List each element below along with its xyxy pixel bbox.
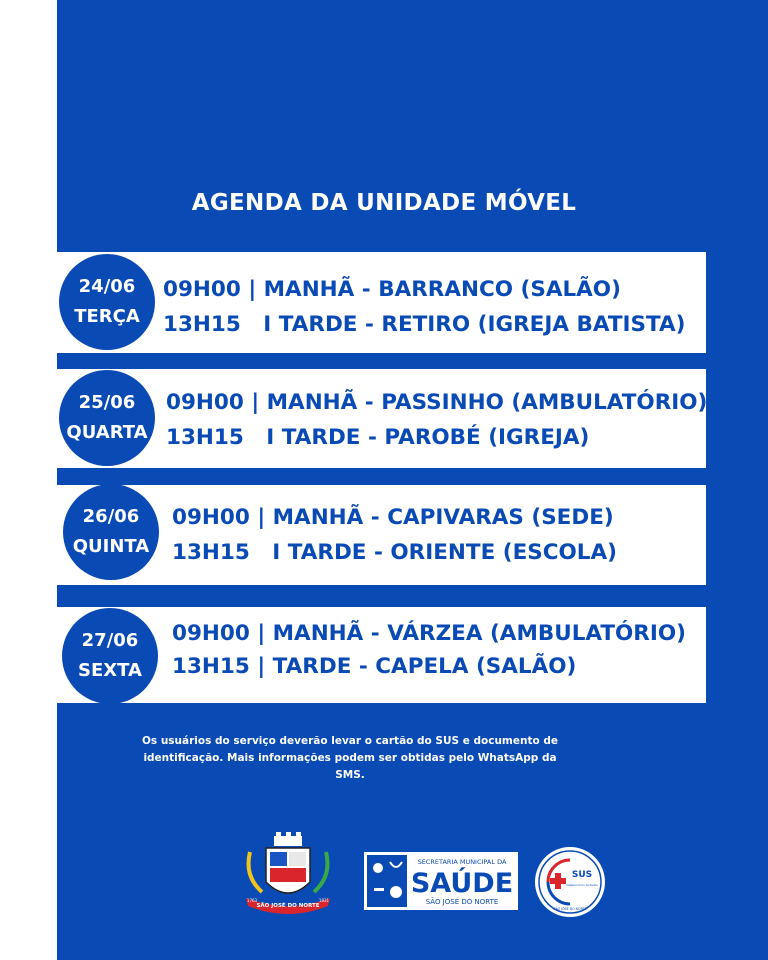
date-badge-day: SEXTA [78,660,142,681]
date-badge-day: QUARTA [66,422,148,443]
poster-background [57,0,768,960]
coat-year-left: 1763 [246,898,258,903]
date-badge-date: 25/06 [78,392,136,413]
coat-of-arms-logo [240,832,336,918]
sus-ring-text: SÃO JOSÉ DO NORTE [553,907,587,911]
schedule-line-afternoon: 13H15 I TARDE - RETIRO (IGREJA BATISTA) [163,312,686,337]
date-badge-day: TERÇA [74,306,140,327]
person-icon [373,863,383,873]
saude-logo [364,852,518,910]
schedule-line-morning: 09H00 | MANHÃ - BARRANCO (SALÃO) [163,277,621,302]
syringe-icon [374,888,384,891]
date-badge-3 [63,484,159,580]
date-badge-2 [59,370,155,466]
date-badge-date: 26/06 [82,506,140,527]
apple-icon [390,886,402,898]
coat-banner-text: SÃO JOSÉ DO NORTE [256,903,320,909]
coat-year-right: 1831 [318,898,330,903]
saude-main-text: SAÚDE [410,868,514,899]
footer-note: Os usuários do serviço deverão levar o cartão do SUS e documento de identificação. Mais informações podem ser obtidas pelo WhatsApp da SMS. [142,735,558,781]
sus-logo [534,846,606,918]
branch-icon [249,852,263,892]
schedule-line-morning: 09H00 | MANHÃ - VÁRZEA (AMBULATÓRIO) [172,621,686,646]
date-badge-date: 24/06 [78,276,136,297]
schedule-line-afternoon: 13H15 I TARDE - ORIENTE (ESCOLA) [172,540,617,565]
schedule-line-morning: 09H00 | MANHÃ - PASSINHO (AMBULATÓRIO) [166,390,708,415]
date-badge-1 [59,254,155,350]
schedule-line-morning: 09H00 | MANHÃ - CAPIVARAS (SEDE) [172,505,614,530]
date-badge-day: QUINTA [72,536,150,557]
saude-bottom-text: SÃO JOSÉ DO NORTE [425,898,499,906]
sus-sub-text: Sistema Único de Saúde [566,884,598,887]
saude-top-text: SECRETARIA MUNICIPAL DA [417,858,507,866]
page-title: AGENDA DA UNIDADE MÓVEL [191,190,577,216]
sus-label: SUS [571,870,593,880]
branch-icon [314,852,328,892]
schedule-line-afternoon: 13H15 I TARDE - PAROBÉ (IGREJA) [166,425,590,450]
date-badge-date: 27/06 [81,630,139,651]
schedule-line-afternoon: 13H15 | TARDE - CAPELA (SALÃO) [172,654,577,679]
date-badge-4 [62,608,158,704]
